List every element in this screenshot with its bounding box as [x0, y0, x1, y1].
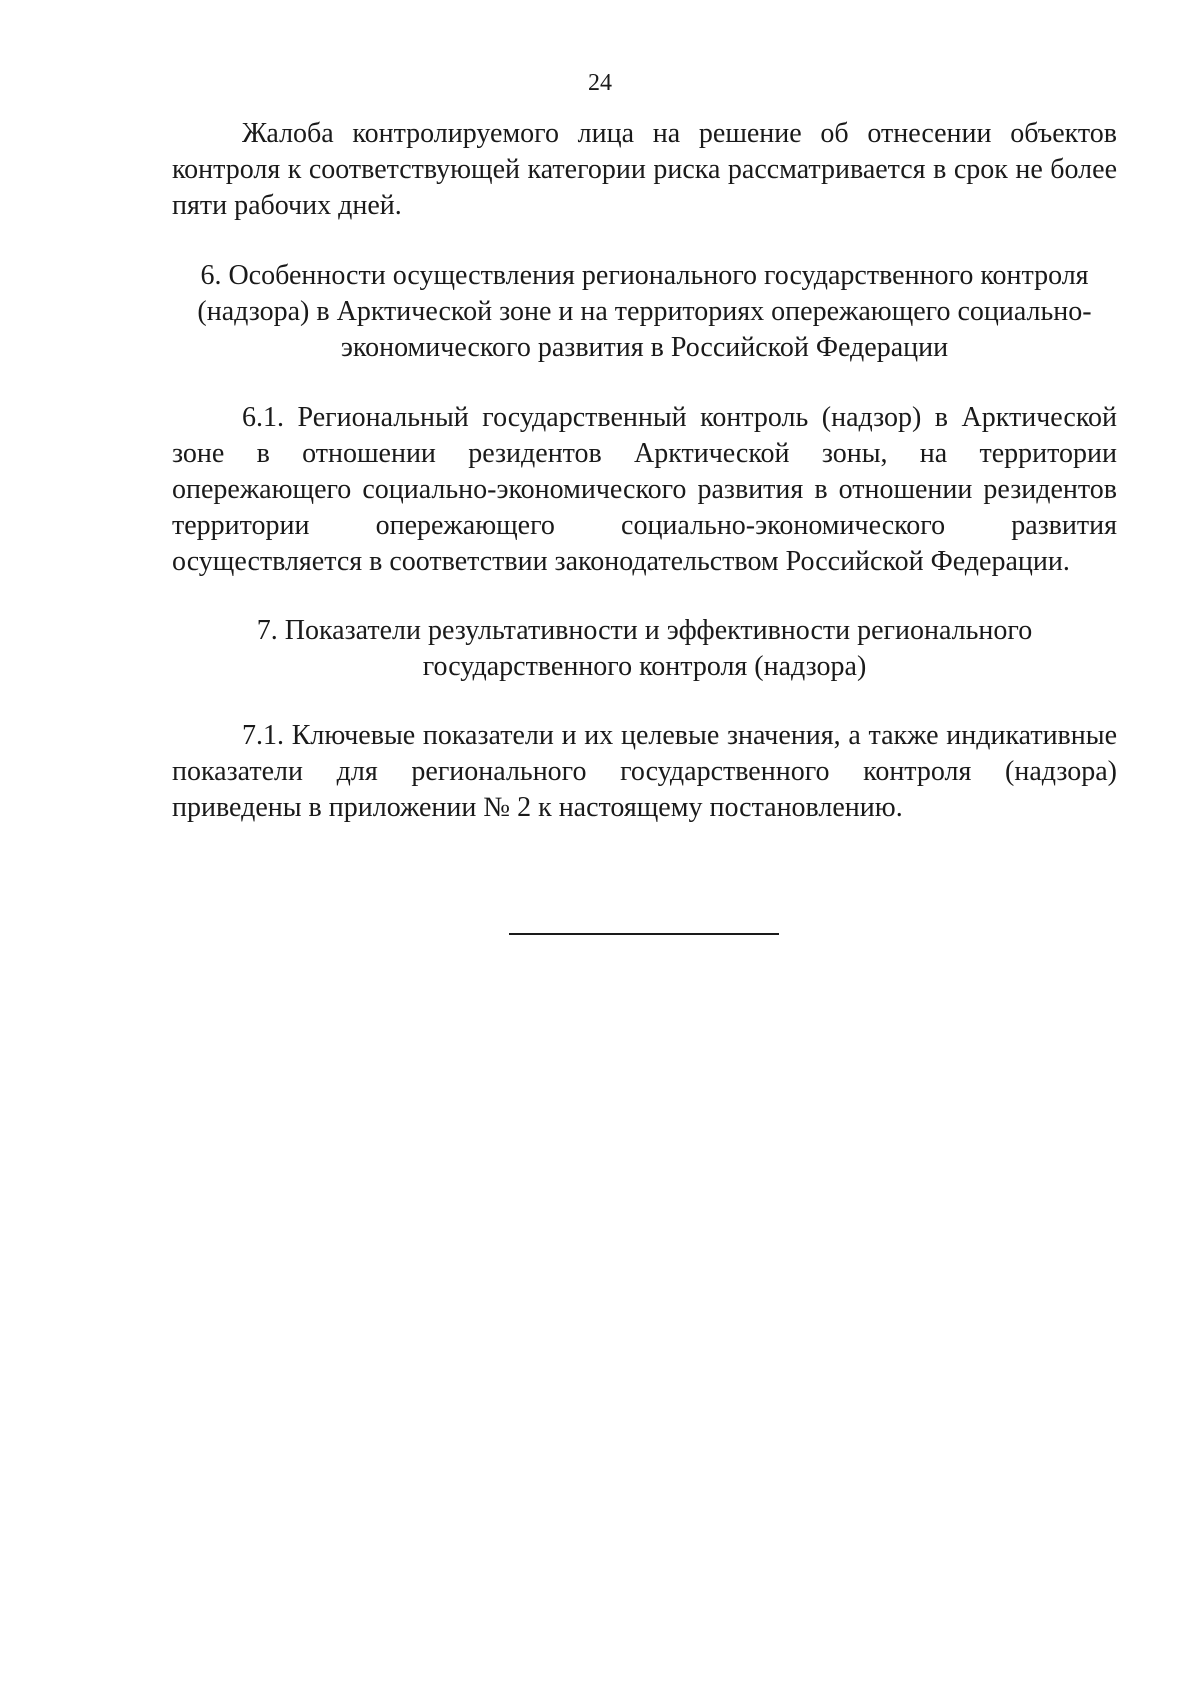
- complaint-paragraph: Жалоба контролируемого лица на решение об отнесении объектов контроля к соответствующей категории риска рассматривается в срок не более пяти рабочих дней.: [172, 118, 1117, 221]
- section-7-heading: 7. Показатели результативности и эффективности регионального государственного контроля (надзора): [256, 615, 1033, 682]
- document-body: [172, 116, 1117, 826]
- section-6-heading: 6. Особенности осуществления регионального государственного контроля (надзора) в Арктической зоне и на территориях опережающего социально-экономического развития в Российской Федерации: [197, 260, 1092, 363]
- page-number: 24: [588, 70, 612, 96]
- spacer: [172, 366, 1117, 400]
- spacer: [172, 685, 1117, 718]
- end-of-document-rule: [509, 933, 779, 935]
- section-7-1-paragraph: 7.1. Ключевые показатели и их целевые значения, а также индикативные показатели для регионального государственного контроля (надзора) приведены в приложении № 2 к настоящему постановлению.: [172, 720, 1117, 823]
- section-6-1-paragraph: 6.1. Региональный государственный контроль (надзор) в Арктической зоне в отношении резидентов Арктической зоны, на территории опережающего социально-экономического развития в отношении резидентов территории опережающего социально-экономического развития осуществляется в соответствии законодательством Российской Федерации.: [172, 402, 1117, 577]
- spacer: [172, 224, 1117, 258]
- spacer: [172, 580, 1117, 613]
